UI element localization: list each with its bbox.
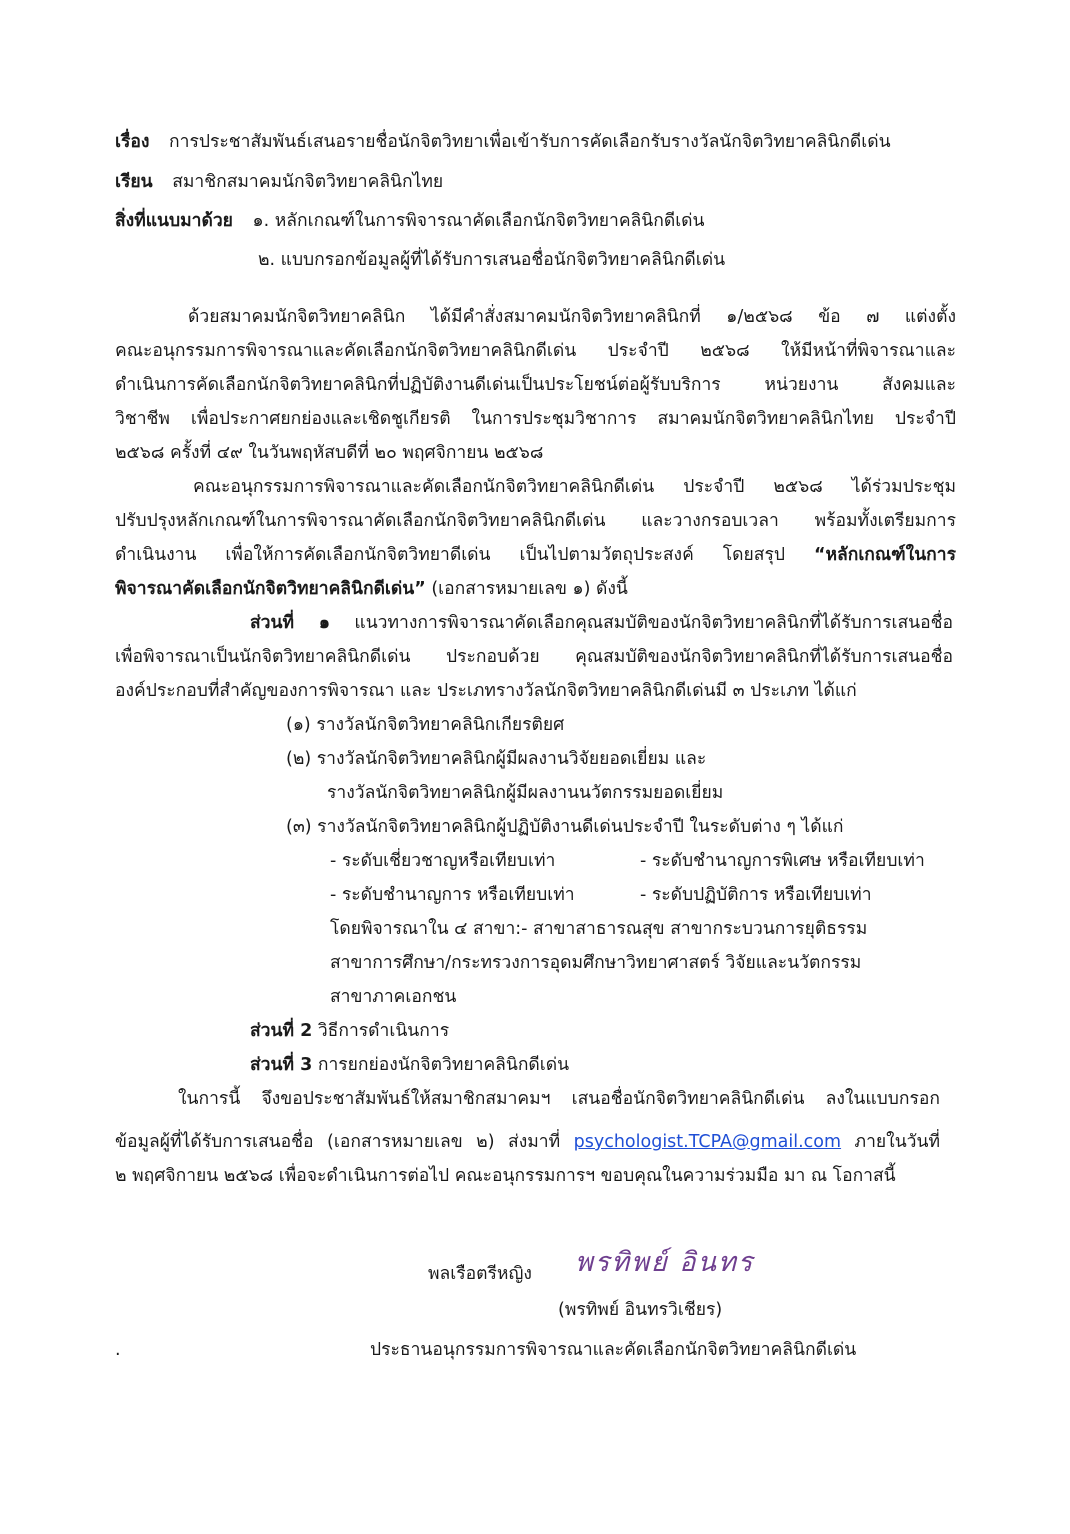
subject-text: การประชาสัมพันธ์เสนอรายชื่อนักจิตวิทยาเพื่อเข้ารับการคัดเลือกรับรางวัลนักจิตวิทยาคลินิกดีเด่น (169, 132, 891, 152)
stray-dot: . (115, 1340, 121, 1360)
part3-line (250, 1049, 569, 1082)
para3-line3: ๒ พฤศจิกายน ๒๕๖๘ เพื่อจะดำเนินการต่อไป คณะอนุกรรมการฯ ขอบคุณในความร่วมมือ มา ณ โอกาสนี้ (115, 1166, 896, 1186)
level-expert: - ระดับเชี่ยวชาญหรือเทียบเท่า (330, 851, 556, 871)
handwritten-signature: พรทิพย์ อินทร (575, 1247, 755, 1278)
para3-line1: ในการนี้ จึงขอประชาสัมพันธ์ให้สมาชิกสมาคมฯ เสนอชื่อนักจิตวิทยาคลินิกดีเด่น ลงในแบบกรอก (178, 1089, 940, 1109)
part1-line2: เพื่อพิจารณาเป็นนักจิตวิทยาคลินิกดีเด่น ประกอบด้วย คุณสมบัติของนักจิตวิทยาคลินิกที่ได้รับการเสนอชื่อ (115, 647, 953, 667)
part2-text: วิธีการดำเนินการ (312, 1021, 450, 1041)
part3-text: การยกย่องนักจิตวิทยาคลินิกดีเด่น (312, 1055, 570, 1075)
para2-line3-text: ดำเนินงาน เพื่อให้การคัดเลือกนักจิตวิทยาดีเด่น เป็นไปตามวัตถุประสงค์ โดยสรุป (115, 545, 814, 565)
to-label: เรียน (115, 172, 153, 192)
part1-text: แนวทางการพิจารณาคัดเลือกคุณสมบัติของนักจิตวิทยาคลินิกที่ได้รับการเสนอชื่อ (330, 613, 953, 633)
award-type-3: (๓) รางวัลนักจิตวิทยาคลินิกผู้ปฏิบัติงานดีเด่นประจำปี ในระดับต่าง ๆ ได้แก่ (286, 817, 844, 837)
to-text: สมาชิกสมาคมนักจิตวิทยาคลินิกไทย (172, 172, 444, 192)
part1-label: ส่วนที่ ๑ (250, 613, 331, 633)
para3-line2 (115, 1126, 940, 1159)
part3-label: ส่วนที่ 3 (250, 1055, 313, 1075)
branch-line2: สาขาการศึกษา/กระทรวงการอุดมศึกษาวิทยาศาสตร์ วิจัยและนวัตกรรม (330, 953, 862, 973)
attachment-1: ๑. หลักเกณฑ์ในการพิจารณาคัดเลือกนักจิตวิทยาคลินิกดีเด่น (252, 211, 705, 231)
para3-line2-end: ภายในวันที่ (841, 1132, 941, 1152)
level-senior-professional: - ระดับชำนาญการพิเศษ หรือเทียบเท่า (640, 851, 925, 871)
para1-line5: ๒๕๖๘ ครั้งที่ ๔๙ ในวันพฤหัสบดีที่ ๒๐ พฤศจิกายน ๒๕๖๘ (115, 443, 544, 463)
para2-line4 (115, 573, 628, 606)
attachment-2: ๒. แบบกรอกข้อมูลผู้ที่ได้รับการเสนอชื่อนักจิตวิทยาคลินิกดีเด่น (258, 250, 726, 270)
signer-rank: พลเรือตรีหญิง (428, 1264, 532, 1284)
subject-label: เรื่อง (115, 132, 150, 152)
level-professional: - ระดับชำนาญการ หรือเทียบเท่า (330, 885, 575, 905)
part2-label: ส่วนที่ 2 (250, 1021, 313, 1041)
part2-line (250, 1015, 449, 1048)
para2-line4-text: (เอกสารหมายเลข ๑) ดังนี้ (425, 579, 628, 599)
attachment-label: สิ่งที่แนบมาด้วย (115, 211, 233, 231)
to-line (115, 166, 443, 199)
award-type-1: (๑) รางวัลนักจิตวิทยาคลินิกเกียรติยศ (286, 715, 565, 735)
email-link[interactable]: psychologist.TCPA@gmail.com (573, 1132, 842, 1152)
para1-line2: คณะอนุกรรมการพิจารณาและคัดเลือกนักจิตวิทยาคลินิกดีเด่น ประจำปี ๒๕๖๘ ให้มีหน้าที่พิจารณาและ (115, 341, 956, 361)
para2-line1: คณะอนุกรรมการพิจารณาและคัดเลือกนักจิตวิทยาคลินิกดีเด่น ประจำปี ๒๕๖๘ ได้ร่วมประชุม (193, 477, 956, 497)
part1-line3: องค์ประกอบที่สำคัญของการพิจารณา และ ประเภทรางวัลนักจิตวิทยาคลินิกดีเด่นมี ๓ ประเภท ได้แก่ (115, 681, 857, 701)
subject-line (115, 126, 891, 159)
signer-position: ประธานอนุกรรมการพิจารณาและคัดเลือกนักจิตวิทยาคลินิกดีเด่น (370, 1340, 857, 1360)
para1-line4: วิชาชีพ เพื่อประกาศยกย่องและเชิดชูเกียรติ ในการประชุมวิชาการ สมาคมนักจิตวิทยาคลินิกไทย ประจำปี (115, 409, 956, 429)
branch-line3: สาขาภาคเอกชน (330, 987, 457, 1007)
para2-line2: ปรับปรุงหลักเกณฑ์ในการพิจารณาคัดเลือกนักจิตวิทยาคลินิกดีเด่น และวางกรอบเวลา พร้อมทั้งเตรียมการ (115, 511, 956, 531)
para2-line3 (115, 539, 956, 572)
criteria-title-start: “หลักเกณฑ์ในการ (813, 545, 956, 565)
criteria-title-end: พิจารณาคัดเลือกนักจิตวิทยาคลินิกดีเด่น” (115, 579, 426, 599)
para3-line2-text: ข้อมูลผู้ที่ได้รับการเสนอชื่อ (เอกสารหมายเลข ๒) ส่งมาที่ (115, 1132, 574, 1152)
part1-line1 (250, 607, 953, 640)
branch-line1: โดยพิจารณาใน ๔ สาขา:- สาขาสาธารณสุข สาขากระบวนการยุติธรรม (330, 919, 868, 939)
award-type-2: (๒) รางวัลนักจิตวิทยาคลินิกผู้มีผลงานวิจัยยอดเยี่ยม และ (286, 749, 707, 769)
para1-line3: ดำเนินการคัดเลือกนักจิตวิทยาคลินิกที่ปฏิบัติงานดีเด่นเป็นประโยชน์ต่อผู้รับบริการ หน่วยงาน สังคมและ (115, 375, 956, 395)
attachment-line (115, 205, 705, 238)
award-type-2-cont: รางวัลนักจิตวิทยาคลินิกผู้มีผลงานนวัตกรรมยอดเยี่ยม (327, 783, 724, 803)
para1-line1: ด้วยสมาคมนักจิตวิทยาคลินิก ได้มีคำสั่งสมาคมนักจิตวิทยาคลินิกที่ ๑/๒๕๖๘ ข้อ ๗ แต่งตั้ง (188, 307, 956, 327)
level-practitioner: - ระดับปฏิบัติการ หรือเทียบเท่า (640, 885, 872, 905)
signer-name: (พรทิพย์ อินทรวิเชียร) (558, 1300, 723, 1320)
